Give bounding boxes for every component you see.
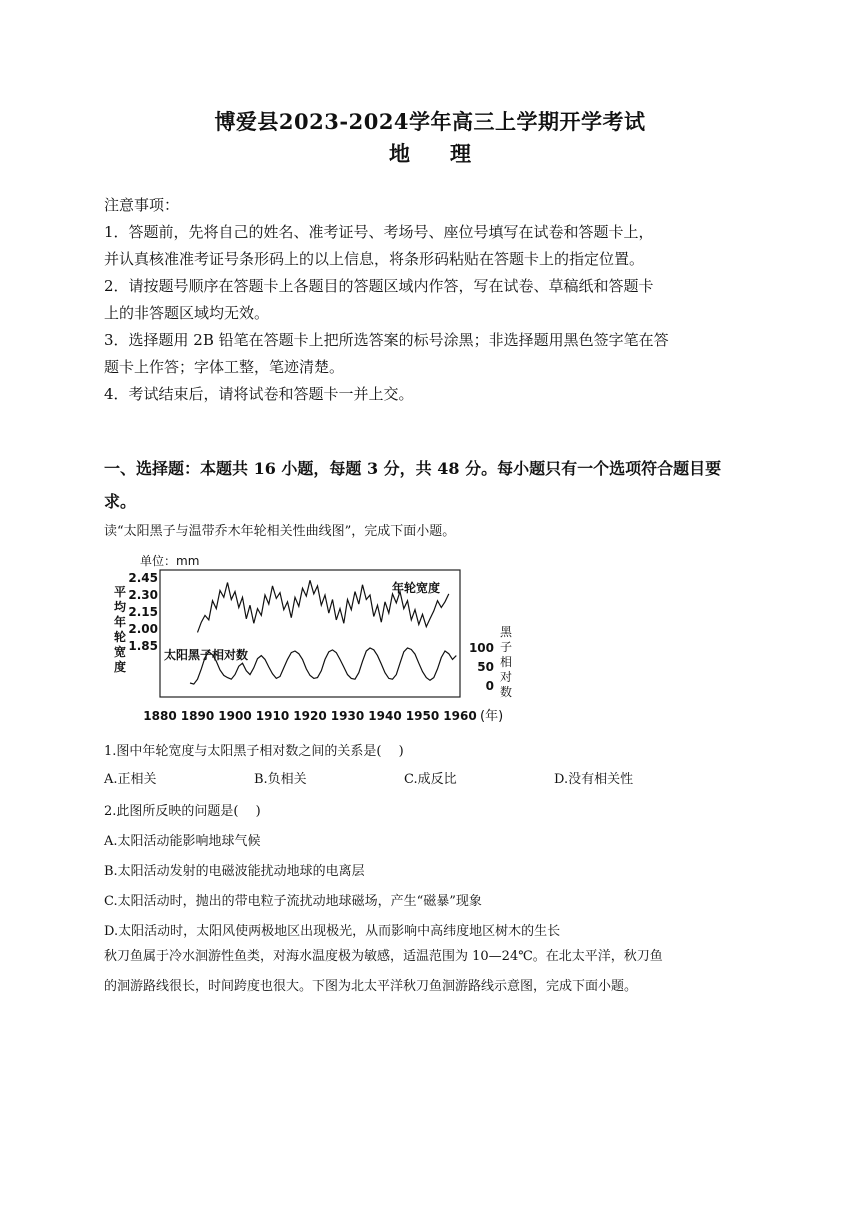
left-ticks bbox=[128, 571, 158, 653]
section-heading bbox=[104, 452, 764, 518]
question-2: 2.此图所反映的问题是( ) bbox=[104, 804, 261, 819]
section-heading-line: 求。 bbox=[104, 492, 137, 511]
notice-line: 4．考试结束后，请将试卷和答题卡一并上交。 bbox=[104, 385, 414, 403]
chart-unit-label: 单位：mm bbox=[140, 554, 200, 568]
y-tick-label: 2.00 bbox=[128, 622, 158, 636]
y-tick-label: 2.15 bbox=[128, 605, 158, 619]
y-tick-label: 1.85 bbox=[128, 639, 158, 653]
notice-line: 题卡上作答；字体工整，笔迹清楚。 bbox=[104, 358, 345, 376]
y-tick-label: 2.30 bbox=[128, 588, 158, 602]
x-tick-label: 1950 bbox=[405, 709, 440, 723]
x-tick-label: 1930 bbox=[330, 709, 365, 723]
option-b: B.负相关 bbox=[254, 772, 307, 787]
notice-line: 2．请按题号顺序在答题卡上各题目的答题区域内作答，写在试卷、草稿纸和答题卡 bbox=[104, 277, 654, 295]
y-tick-label: 50 bbox=[477, 660, 494, 674]
chart-intro: 读“太阳黑子与温带乔木年轮相关性曲线图”，完成下面小题。 bbox=[104, 524, 456, 539]
exam-title: 博爱县2023-2024学年高三上学期开学考试 bbox=[214, 109, 646, 134]
notice-block bbox=[104, 192, 754, 408]
option-c: C.太阳活动时，抛出的带电粒子流扰动地球磁场，产生“磁暴”现象 bbox=[104, 894, 482, 909]
sunspot-treering-chart bbox=[108, 548, 528, 728]
saury-intro bbox=[104, 942, 754, 1002]
saury-intro-line: 秋刀鱼属于冷水洄游性鱼类，对海水温度极为敏感，适温范围为 10—24℃。在北太平洋，秋刀鱼 bbox=[104, 949, 663, 964]
x-tick-label: 1940 bbox=[368, 709, 402, 723]
x-tick-label: 1900 bbox=[218, 709, 252, 723]
option-d: D.没有相关性 bbox=[554, 772, 634, 787]
subject-char-1: 地 bbox=[389, 141, 410, 166]
notice-line: 上的非答题区域均无效。 bbox=[104, 304, 270, 322]
x-tick-label: 1960 bbox=[443, 709, 477, 723]
subject-char-2: 理 bbox=[450, 141, 471, 166]
y-tick-label: 0 bbox=[485, 679, 494, 693]
notice-line: 1．答题前，先将自己的姓名、准考证号、考场号、座位号填写在试卷和答题卡上， bbox=[104, 223, 654, 241]
x-tick-label: 1880 bbox=[143, 709, 177, 723]
saury-intro-line: 的洄游路线很长，时间跨度也很大。下图为北太平洋秋刀鱼洄游路线示意图，完成下面小题。 bbox=[104, 979, 638, 994]
x-ticks bbox=[143, 709, 476, 723]
subject-title bbox=[0, 138, 860, 168]
option-d: D.太阳活动时，太阳风使两极地区出现极光，从而影响中高纬度地区树木的生长 bbox=[104, 924, 561, 939]
right-ticks bbox=[469, 641, 494, 693]
y-tick-label: 100 bbox=[468, 641, 494, 655]
x-tick-label: 1910 bbox=[255, 709, 290, 723]
notice-heading: 注意事项： bbox=[104, 196, 180, 214]
y-tick-label: 2.45 bbox=[128, 571, 158, 585]
notice-line: 并认真核准准考证号条形码上的以上信息，将条形码粘贴在答题卡上的指定位置。 bbox=[104, 250, 645, 268]
series-label-sunspot: 太阳黑子相对数 bbox=[164, 648, 249, 662]
option-a: A.太阳活动能影响地球气候 bbox=[104, 834, 261, 849]
series-label-treering: 年轮宽度 bbox=[392, 581, 441, 595]
left-axis-label: 平均年轮宽度 bbox=[114, 585, 127, 674]
notice-line: 3．选择题用 2B 铅笔在答题卡上把所选答案的标号涂黑；非选择题用黑色签字笔在答 bbox=[104, 331, 669, 349]
option-c: C.成反比 bbox=[404, 772, 457, 787]
right-axis-label: 黑子相对数 bbox=[500, 625, 513, 699]
option-b: B.太阳活动发射的电磁波能扰动地球的电离层 bbox=[104, 864, 365, 879]
x-axis-unit: (年) bbox=[480, 709, 504, 724]
x-tick-label: 1920 bbox=[293, 709, 327, 723]
section-heading-line: 一、选择题：本题共 16 小题，每题 3 分，共 48 分。每小题只有一个选项符合题目要 bbox=[104, 459, 722, 478]
x-tick-label: 1890 bbox=[180, 709, 215, 723]
option-a: A.正相关 bbox=[104, 772, 157, 787]
question-1: 1.图中年轮宽度与太阳黑子相对数之间的关系是( ) bbox=[104, 744, 404, 759]
